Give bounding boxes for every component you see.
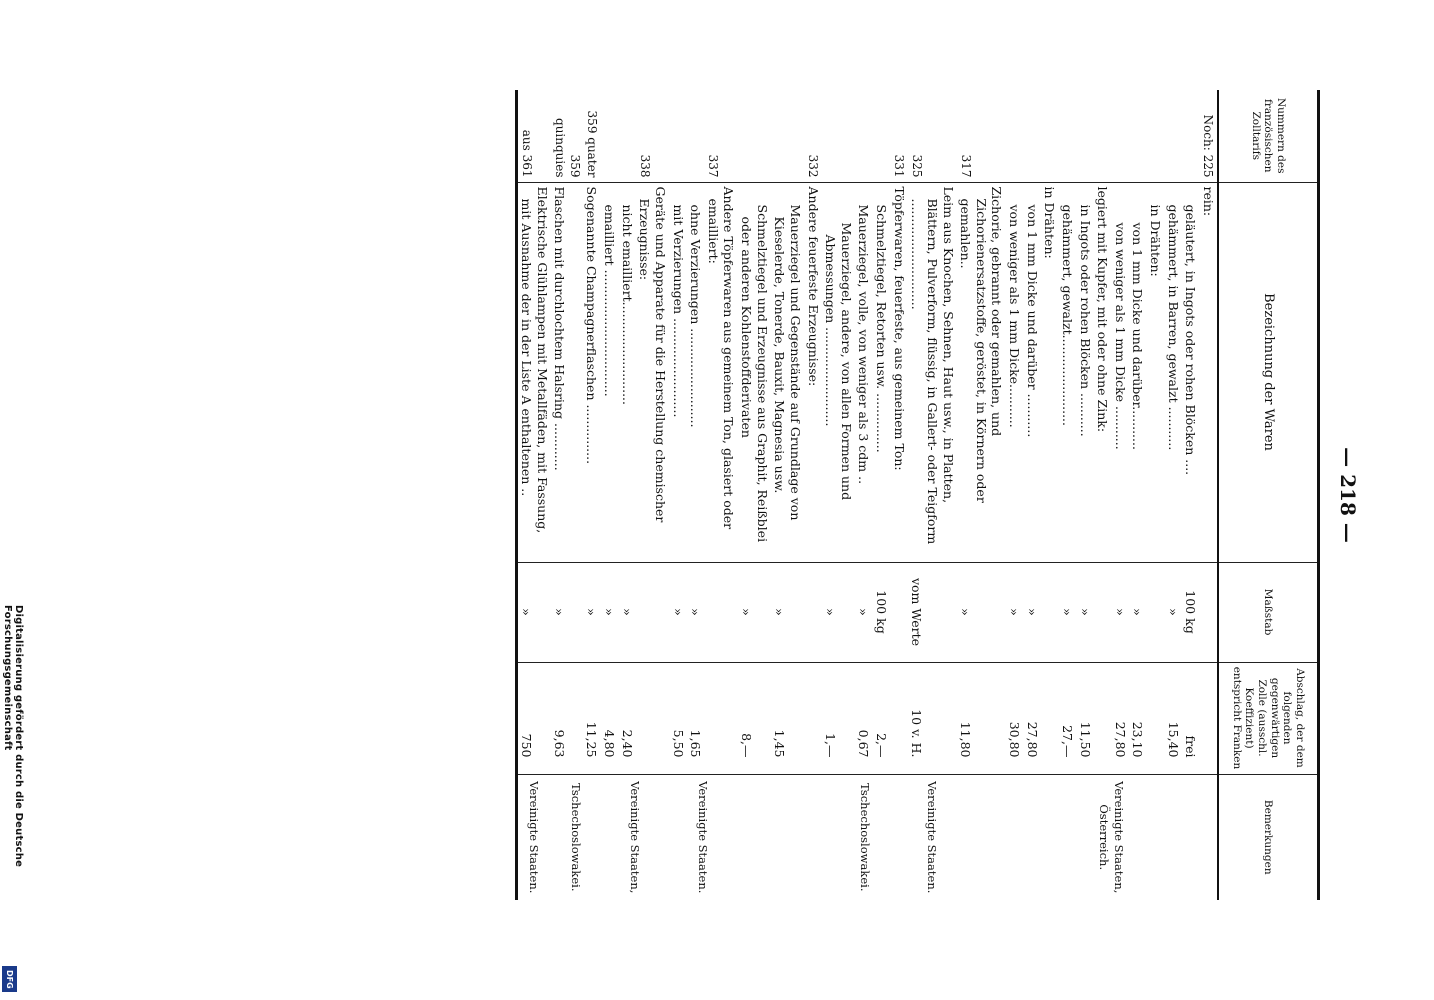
goods-description: von 1 mm Dicke und darüber........... [1129, 182, 1147, 562]
tariff-number [1182, 90, 1200, 182]
duty-value: 5,50 [669, 662, 687, 774]
page-number: — 218 — [1336, 447, 1360, 543]
remark: Vereinigte Staaten. [669, 774, 738, 900]
goods-description: Geräte und Apparate für die Herstellung chemischer Erzeugnisse: [636, 182, 669, 562]
tariff-number: 337 [706, 154, 721, 178]
tariff-number [618, 90, 636, 182]
tariff-number [687, 90, 705, 182]
measure-unit: » [822, 562, 855, 662]
goods-description: mit Verzierungen ......................... [669, 182, 687, 562]
tariff-number [771, 90, 804, 182]
duty-value [1147, 662, 1165, 774]
rotated-page-content [140, 90, 1360, 900]
tariff-number [1076, 90, 1094, 182]
goods-description: Mauerziegel, andere, von allen Formen und Abmessungen ......................... [822, 182, 855, 562]
tariff-number [1164, 90, 1182, 182]
goods-description: Elektrische Glühlampen mit Metallfäden, mit Fassung, mit Ausnahme der in der Liste A enthaltenen .. [516, 182, 551, 562]
measure-unit: » [1129, 562, 1147, 662]
goods-description: Zichorie, gebrannt oder gemahlen, und Zichorienersatzstoffe, geröstet, in Körnern oder gemahlen.. [957, 182, 1006, 562]
table-row [583, 90, 601, 900]
measure-unit [804, 562, 822, 662]
header-description: Bezeichnung der Waren [1218, 182, 1319, 562]
duty-value: 9,63 [551, 662, 583, 774]
duty-value: 0,67 [855, 662, 873, 774]
table-row [957, 90, 1006, 900]
duty-value: 27,— [1058, 662, 1076, 774]
duty-value: 11,80 [957, 662, 1006, 774]
goods-description: Töpferwaren, feuerfeste, aus gemeinem Ton: [890, 182, 908, 562]
measure-unit: » [1006, 562, 1024, 662]
tariff-number [1041, 90, 1059, 182]
measure-unit: 100 kg [1182, 562, 1200, 662]
measure-unit: » [618, 562, 636, 662]
remark: Vereinigte Staaten, Österreich. [1006, 774, 1219, 900]
goods-description: gehämmert, in Barren, gewalzt ........... [1164, 182, 1182, 562]
duty-value [704, 662, 737, 774]
tariff-number: 317 [958, 154, 973, 178]
remark: Vereinigte Staaten. [908, 774, 957, 900]
tariff-number: 325 [909, 154, 924, 178]
tariff-table [515, 90, 1320, 900]
measure-unit [704, 562, 737, 662]
duty-value: 2,— [873, 662, 891, 774]
goods-description: in Ingots oder rohen Blöcken ........... [1076, 182, 1094, 562]
measure-unit: » [516, 562, 551, 662]
remark: Tschechoslowakei. [551, 774, 601, 900]
duty-value [804, 662, 822, 774]
goods-description: Flaschen mit durchlochtem Halsring ............ [551, 182, 583, 562]
goods-description: Leim aus Knochen, Sehnen, Haut usw., in Platten, Blättern, Pulverform, flüssig, in Gallert- oder Teigform ............................ [908, 182, 957, 562]
tariff-number: 359 quinquies [552, 118, 582, 178]
measure-unit: » [1023, 562, 1041, 662]
duty-value: 1,— [822, 662, 855, 774]
measure-unit: » [1076, 562, 1094, 662]
footer-text: Digitalisierung gefördert durch die Deutsche Forschungsgemeinschaft [2, 605, 24, 868]
table-row [516, 90, 551, 900]
table-row [636, 90, 669, 900]
tariff-number [1058, 90, 1076, 182]
measure-unit: » [957, 562, 1006, 662]
goods-description: rein: [1199, 182, 1218, 562]
measure-unit: » [601, 562, 619, 662]
measure-unit [1094, 562, 1112, 662]
duty-value [1094, 662, 1112, 774]
duty-value: 1,45 [771, 662, 804, 774]
goods-description: in Drähten: [1147, 182, 1165, 562]
duty-value: 4,80 [601, 662, 619, 774]
table-row [908, 90, 957, 900]
goods-description: nicht emailliert.......................... [618, 182, 636, 562]
measure-unit: vom Werte [908, 562, 957, 662]
measure-unit: » [583, 562, 601, 662]
tariff-number [669, 90, 687, 182]
tariff-number [822, 90, 855, 182]
tariff-number [1006, 90, 1024, 182]
tariff-number [738, 90, 771, 182]
duty-value: 11,25 [583, 662, 601, 774]
tariff-number: 338 [637, 154, 652, 178]
tariff-number [873, 90, 891, 182]
measure-unit: » [771, 562, 804, 662]
header-number: Nummern des französischen Zolltarifs [1218, 90, 1319, 182]
goods-description: Mauerziegel und Gegenstände auf Grundlage von Kieselerde, Tonerde, Bauxit, Magnesia usw. [771, 182, 804, 562]
table-row [704, 90, 737, 900]
duty-value: 23,10 [1129, 662, 1147, 774]
header-measure: Maßstab [1218, 562, 1319, 662]
table-row [804, 90, 822, 900]
duty-value [636, 662, 669, 774]
scanned-page [140, 90, 1360, 900]
measure-unit [1041, 562, 1059, 662]
measure-unit: » [738, 562, 771, 662]
measure-unit: » [1164, 562, 1182, 662]
measure-unit: » [551, 562, 583, 662]
duty-value: 15,40 [1164, 662, 1182, 774]
table-row [1199, 90, 1218, 900]
tariff-number [1129, 90, 1147, 182]
goods-description: Sogenannte Champagnerflaschen ............... [583, 182, 601, 562]
duty-value [1199, 662, 1218, 774]
duty-value: 27,80 [1111, 662, 1129, 774]
table-header-row [1218, 90, 1319, 900]
tariff-number [1111, 90, 1129, 182]
tariff-number: 332 [806, 154, 820, 178]
measure-unit [1199, 562, 1218, 662]
table-body [516, 90, 1218, 900]
goods-description: ohne Verzierungen ......................... [687, 182, 705, 562]
tariff-number: 331 [892, 154, 907, 178]
tariff-number: aus 361 [516, 90, 551, 182]
goods-description: von 1 mm Dicke und darüber ........... [1023, 182, 1041, 562]
duty-value [1041, 662, 1059, 774]
goods-description: Andere Töpferwaren aus gemeinem Ton, glasiert oder emailliert: [704, 182, 737, 562]
tariff-number [1023, 90, 1041, 182]
remark [738, 774, 822, 900]
duty-value: frei [1182, 662, 1200, 774]
duty-value: 2,40 [618, 662, 636, 774]
measure-unit: » [855, 562, 873, 662]
goods-description: gehämmert, gewalzt....................... [1058, 182, 1076, 562]
goods-description: legiert mit Kupfer, mit oder ohne Zink: [1094, 182, 1112, 562]
duty-value: 10 v. H. [908, 662, 957, 774]
goods-description: Andere feuerfeste Erzeugnisse: [804, 182, 822, 562]
goods-description: Schmelztiegel, Retorten usw. ............... [873, 182, 891, 562]
measure-unit: » [687, 562, 705, 662]
remark: Vereinigte Staaten, [601, 774, 670, 900]
dfg-logo-icon: DFG [2, 966, 17, 992]
measure-unit [1147, 562, 1165, 662]
measure-unit: » [669, 562, 687, 662]
tariff-number [855, 90, 873, 182]
tariff-number: Noch: 225 [1201, 114, 1216, 178]
tariff-number [1147, 90, 1165, 182]
goods-description: geläutert, in Ingots oder rohen Blöcken .... [1182, 182, 1200, 562]
duty-value: 1,65 [687, 662, 705, 774]
measure-unit: 100 kg [873, 562, 891, 662]
goods-description: in Drähten: [1041, 182, 1059, 562]
header-remarks: Bemerkungen [1218, 774, 1319, 900]
tariff-number [1094, 90, 1112, 182]
duty-value [890, 662, 908, 774]
remark [957, 774, 1006, 900]
header-duty: Abschlag, der dem folgenden gegenwärtigen Zolle (ausschl. Koeffizient) entspricht Franken [1218, 662, 1319, 774]
measure-unit [636, 562, 669, 662]
tariff-number [601, 90, 619, 182]
digitization-footer [0, 0, 28, 1000]
goods-description: emailliert ................................ [601, 182, 619, 562]
measure-unit [890, 562, 908, 662]
duty-value: 8,— [738, 662, 771, 774]
duty-value: 750 [516, 662, 551, 774]
duty-value: 30,80 [1006, 662, 1024, 774]
measure-unit: » [1058, 562, 1076, 662]
remark: Tschechoslowakei. [822, 774, 908, 900]
table-row [890, 90, 908, 900]
remark: Vereinigte Staaten. [516, 774, 551, 900]
duty-value: 27,80 [1023, 662, 1041, 774]
goods-description: Schmelztiegel und Erzeugnisse aus Graphit, Reißblei oder anderen Kohlenstoffderivaten [738, 182, 771, 562]
duty-value: 11,50 [1076, 662, 1094, 774]
goods-description: von weniger als 1 mm Dicke ........... [1111, 182, 1129, 562]
goods-description: von weniger als 1 mm Dicke........... [1006, 182, 1024, 562]
goods-description: Mauerziegel, volle, von weniger als 3 cdm .. [855, 182, 873, 562]
measure-unit: » [1111, 562, 1129, 662]
tariff-number: 359 quater [584, 110, 599, 178]
